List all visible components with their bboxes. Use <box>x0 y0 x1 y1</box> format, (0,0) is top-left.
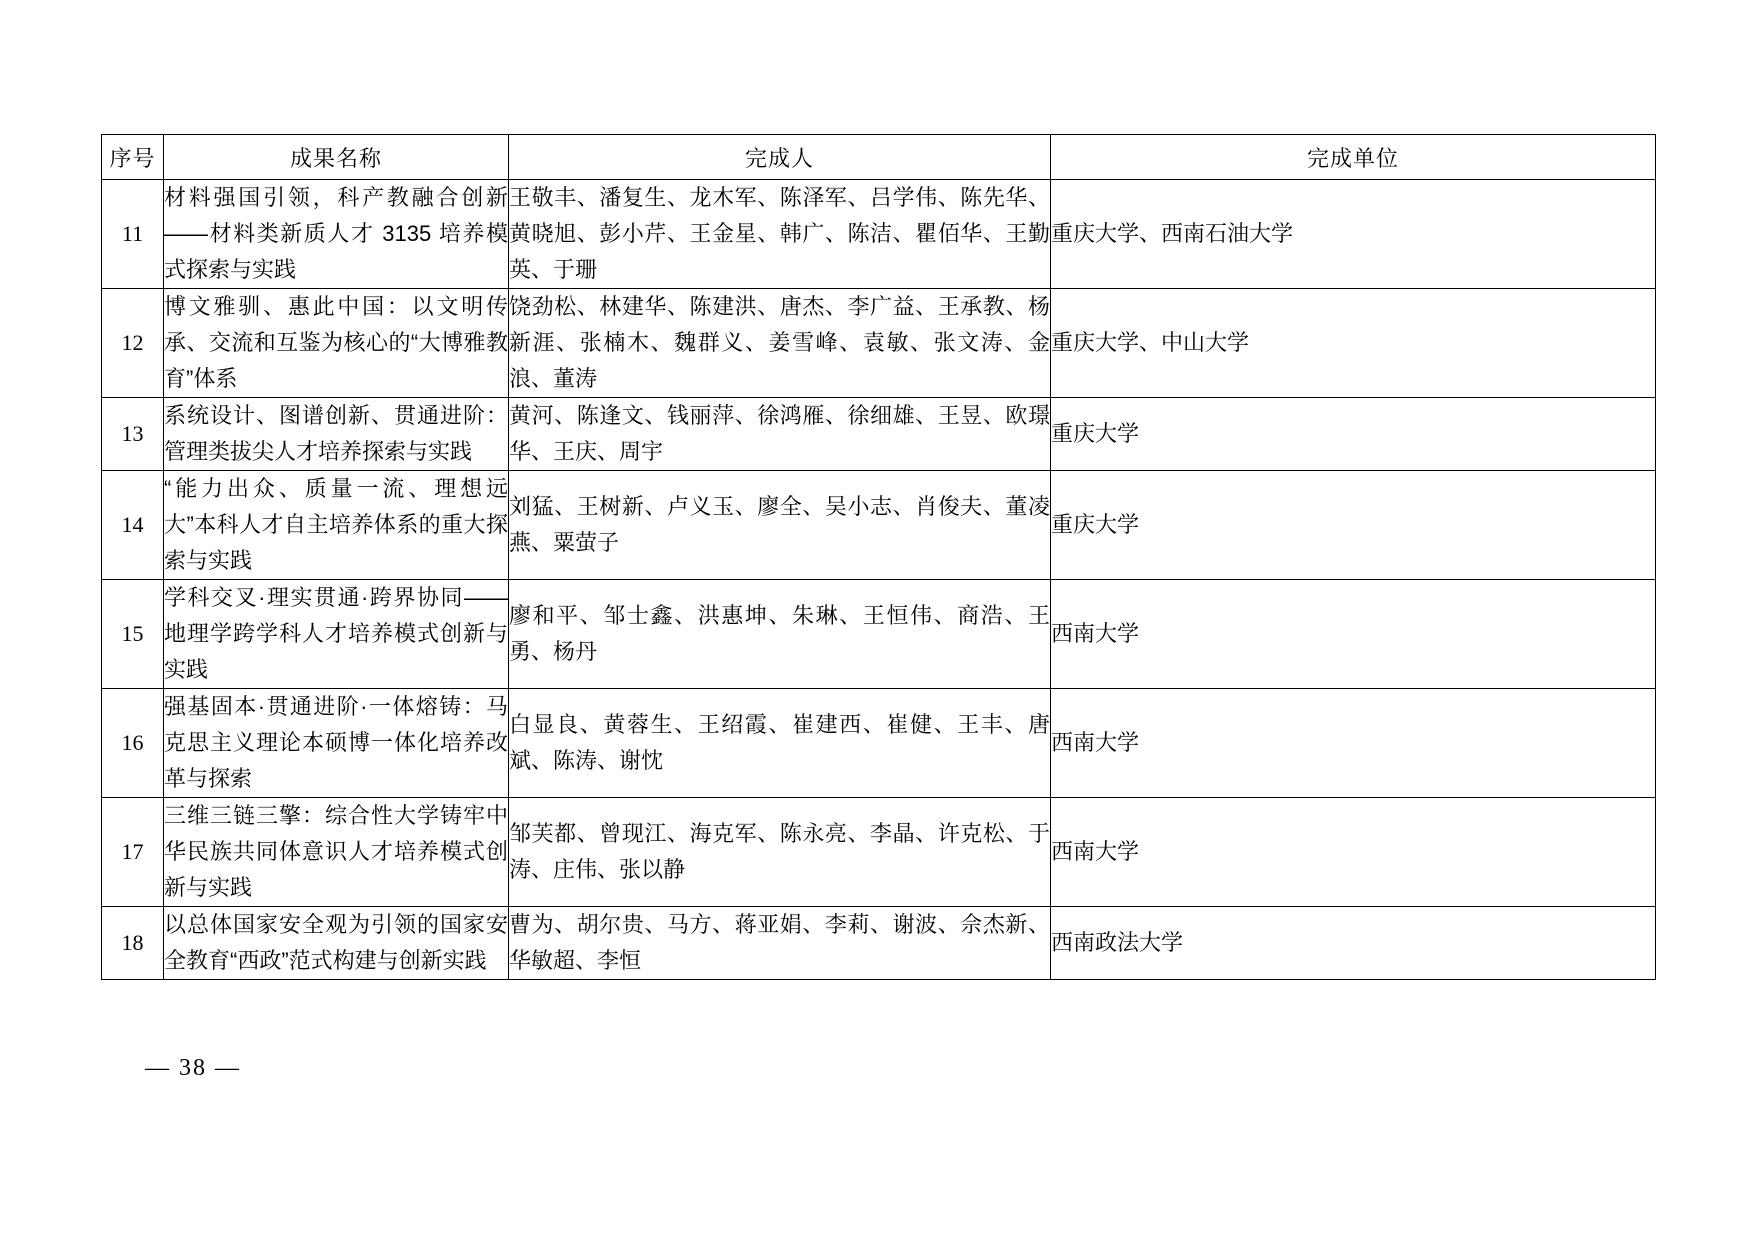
table-row <box>102 907 1656 980</box>
row-name: 以总体国家安全观为引领的国家安全教育“西政”范式构建与创新实践 <box>164 907 509 980</box>
row-people: 黄河、陈逢文、钱丽萍、徐鸿雁、徐细雄、王昱、欧璟华、王庆、周宇 <box>509 398 1051 471</box>
row-no: 13 <box>102 398 164 471</box>
row-name: 材料强国引领，科产教融合创新——材料类新质人才 3135 培养模式探索与实践 <box>164 180 509 289</box>
column-header-no: 序号 <box>102 135 164 180</box>
column-header-name: 成果名称 <box>164 135 509 180</box>
row-no: 11 <box>102 180 164 289</box>
table-row <box>102 471 1656 580</box>
table-row <box>102 798 1656 907</box>
table-row <box>102 580 1656 689</box>
row-people: 邹芙都、曾现江、海克军、陈永亮、李晶、许克松、于涛、庄伟、张以静 <box>509 798 1051 907</box>
results-table <box>101 134 1656 980</box>
page-number: — 38 — <box>145 1055 241 1081</box>
column-header-unit: 完成单位 <box>1051 135 1656 180</box>
row-name: 学科交叉·理实贯通·跨界协同——地理学跨学科人才培养模式创新与实践 <box>164 580 509 689</box>
row-people: 王敬丰、潘复生、龙木军、陈泽军、吕学伟、陈先华、黄晓旭、彭小芹、王金星、韩广、陈洁、瞿佰华、王勤英、于珊 <box>509 180 1051 289</box>
row-people: 曹为、胡尔贵、马方、蒋亚娟、李莉、谢波、佘杰新、华敏超、李恒 <box>509 907 1051 980</box>
row-people: 饶劲松、林建华、陈建洪、唐杰、李广益、王承教、杨新涯、张楠木、魏群义、姜雪峰、袁敏、张文涛、金浪、董涛 <box>509 289 1051 398</box>
row-name: “能力出众、质量一流、理想远大”本科人才自主培养体系的重大探索与实践 <box>164 471 509 580</box>
row-unit: 重庆大学、西南石油大学 <box>1051 180 1656 289</box>
row-people: 廖和平、邹士鑫、洪惠坤、朱琳、王恒伟、商浩、王勇、杨丹 <box>509 580 1051 689</box>
row-no: 16 <box>102 689 164 798</box>
row-unit: 西南政法大学 <box>1051 907 1656 980</box>
results-table-container <box>101 134 1655 980</box>
row-no: 15 <box>102 580 164 689</box>
row-unit: 重庆大学、中山大学 <box>1051 289 1656 398</box>
table-row <box>102 289 1656 398</box>
row-people: 白显良、黄蓉生、王绍霞、崔建西、崔健、王丰、唐斌、陈涛、谢忱 <box>509 689 1051 798</box>
row-no: 18 <box>102 907 164 980</box>
row-unit: 重庆大学 <box>1051 471 1656 580</box>
row-unit: 西南大学 <box>1051 798 1656 907</box>
row-unit: 西南大学 <box>1051 689 1656 798</box>
row-people: 刘猛、王树新、卢义玉、廖全、吴小志、肖俊夫、董凌燕、粟萤子 <box>509 471 1051 580</box>
row-no: 14 <box>102 471 164 580</box>
row-unit: 重庆大学 <box>1051 398 1656 471</box>
row-name: 强基固本·贯通进阶·一体熔铸：马克思主义理论本硕博一体化培养改革与探索 <box>164 689 509 798</box>
row-no: 12 <box>102 289 164 398</box>
table-row <box>102 689 1656 798</box>
row-unit: 西南大学 <box>1051 580 1656 689</box>
row-name: 系统设计、图谱创新、贯通进阶：管理类拔尖人才培养探索与实践 <box>164 398 509 471</box>
row-no: 17 <box>102 798 164 907</box>
table-row <box>102 180 1656 289</box>
row-name: 博文雅驯、惠此中国：以文明传承、交流和互鉴为核心的“大博雅教育”体系 <box>164 289 509 398</box>
table-header-row <box>102 135 1656 180</box>
column-header-people: 完成人 <box>509 135 1051 180</box>
table-row <box>102 398 1656 471</box>
row-name: 三维三链三擎：综合性大学铸牢中华民族共同体意识人才培养模式创新与实践 <box>164 798 509 907</box>
